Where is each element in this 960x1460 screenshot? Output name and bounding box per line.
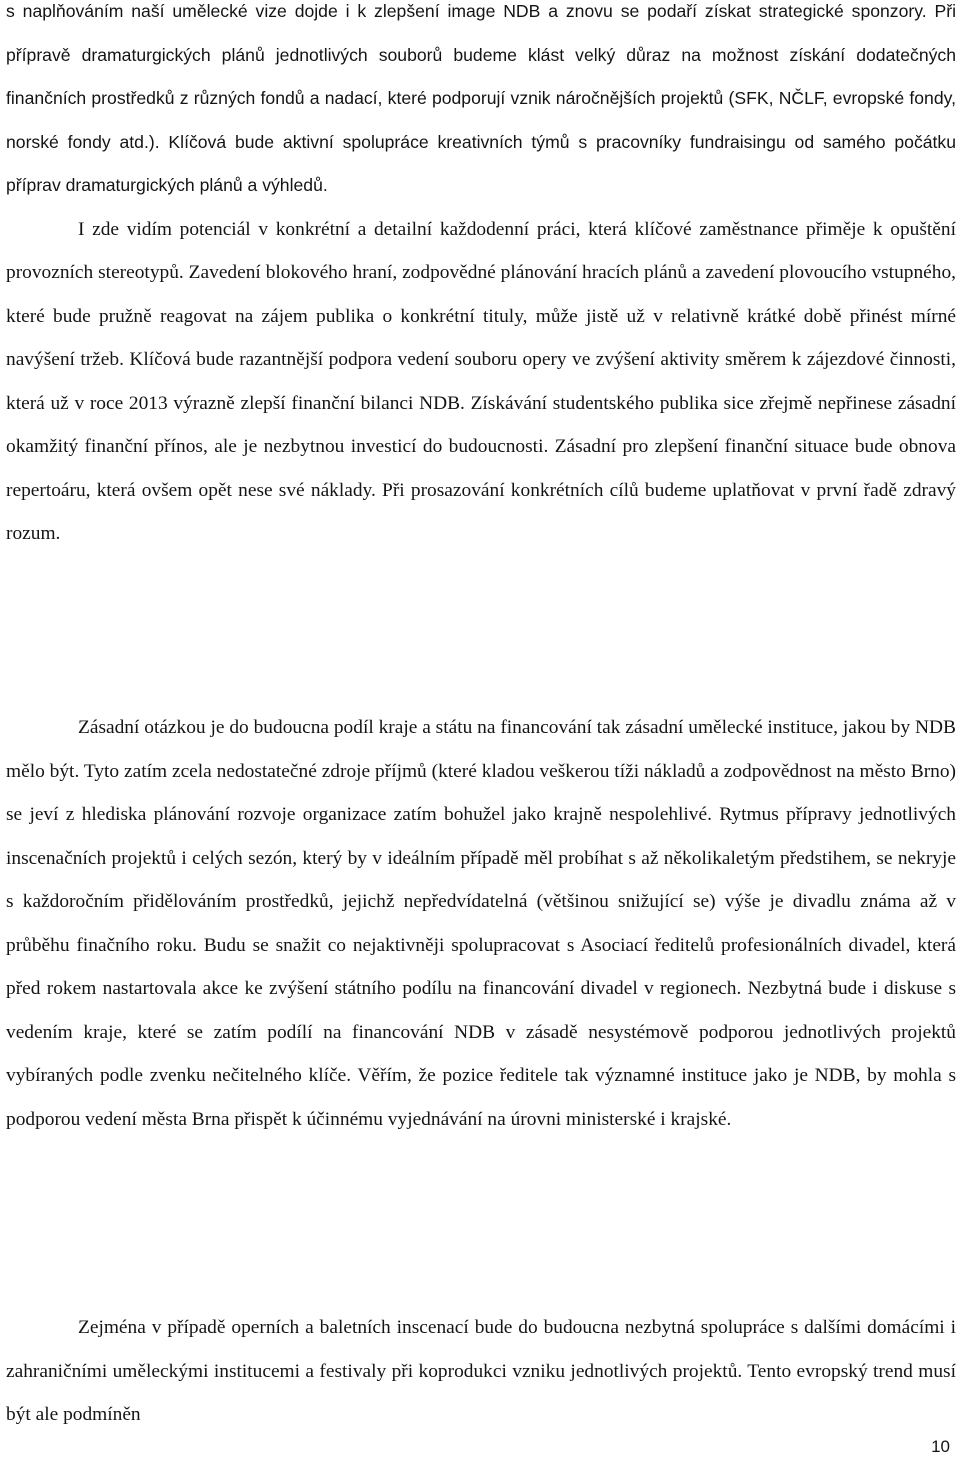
paragraph-potential-text: I zde vidím potenciál v konkrétní a detailní každodenní práci, která klíčové zaměstnance přiměje k opuštění provozních stereotypů. <box>6 218 956 283</box>
document-page <box>6 0 956 1460</box>
paragraph-revenue-text: Zavedení blokového hraní, zodpovědné plánování hracích plánů a zavedení plovoucího vstupného, které bude pružně reagovat na zájem publika o konkrétní tituly, může jistě už v relativně krátké době přinést mírné navýšení tržeb. Klíčová bude razantnější podpora vedení souboru opery ve zvýšení aktivity směrem k zájezdové činnosti, která už v roce 2013 výrazně zlepší finanční bilanci NDB. Získávání studentského publika sice zřejmě nepřinese zásadní okamžitý finanční přínos, ale je nezbytnou investicí do budoucnosti. Zásadní pro zlepšení finanční situace bude obnova repertoáru, která ovšem opět nese své náklady. Při prosazování konkrétních cílů budeme uplatňovat v první řadě zdravý rozum. <box>6 262 956 544</box>
paragraph-coproduction: Zejména v případě operních a baletních inscenací bude do budoucna nezbytná spolupráce s dalšími domácími i zahraničními uměleckými institucemi a festivaly při koprodukci vzniku jednotlivých projektů. Tento evropský trend musí být ale podmíněn <box>6 1317 956 1425</box>
paragraph-regional-funding: Zásadní otázkou je do budoucna podíl kraje a státu na financování tak zásadní umělecké instituce, jakou by NDB mělo být. Tyto zatím zcela nedostatečné zdroje příjmů (které kladou veškerou tíži nákladů a zodpovědnost na město Brno) se jeví z hlediska plánování rozvoje organizace zatím bohužel jako krajně nespolehlivé. Rytmus přípravy jednotlivých inscenačních projektů i celých sezón, který by v ideálním případě měl probíhat s až několikaletým předstihem, se nekryje s každoročním přidělováním prostředků, jejichž nepředvídatelná (většinou snižující se) výše je divadlu známa až v průběhu finačního roku. Budu se snažit co nejaktivněji spolupracovat s Asociací ředitelů profesionálních divadel, která před rokem nastartovala akce ke zvýšení státního podílu na financování divadel v regionech. Nezbytná bude i diskuse s vedením kraje, které se zatím podílí na financování NDB v zásadě nesystémově podporou jednotlivých projektů vybíraných podle zvenku nečitelného klíče. Věřím, že pozice ředitele tak významné instituce jako je NDB, by mohla s podporou vedení města Brna přispět k účinnému vyjednávání na úrovni ministerské i krajské. <box>6 717 956 1130</box>
page-number: 10 <box>931 1437 950 1456</box>
paragraph-fundraising-text: s naplňováním naší umělecké vize dojde i k zlepšení image NDB a znovu se podaří získat strategické sponzory. Při přípravě dramaturgických plánů jednotlivých souborů budeme klást velký důraz na možnost získání dodatečných finančních prostředků z různých fondů a nadací, které podporují vznik náročnějších projektů (SFK, NČLF, evropské fondy, norské fondy atd.). Klíčová bude aktivní spolupráce kreativních týmů s pracovníky fundraisingu od samého počátku příprav dramaturgických plánů a výhledů. <box>6 1 956 195</box>
paragraph-funding-strategy <box>6 0 956 556</box>
